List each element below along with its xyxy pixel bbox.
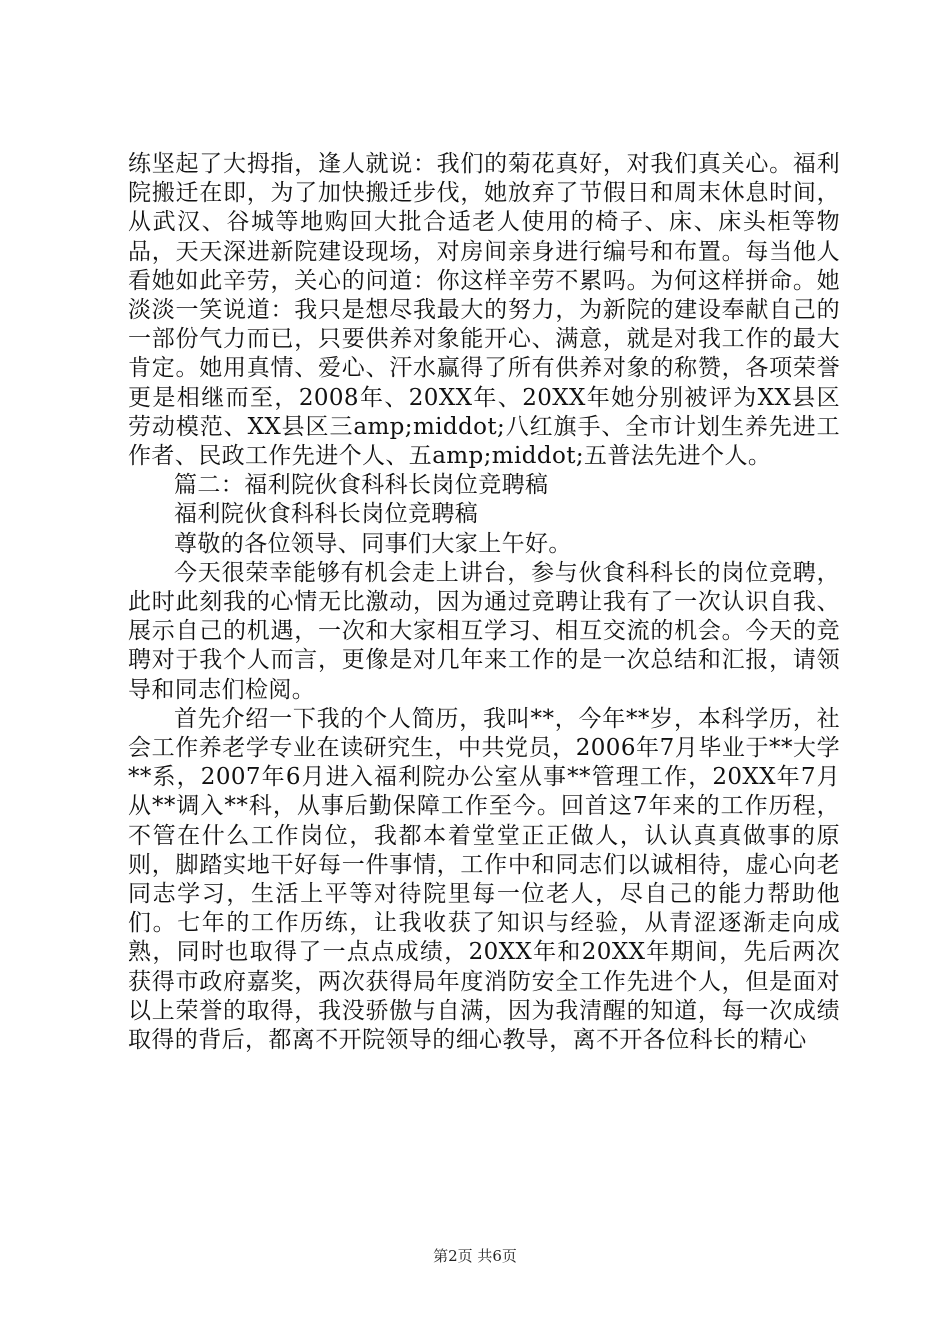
paragraph-3: 首先介绍一下我的个人简历，我叫**，今年**岁，本科学历，社会工作养老学专业在读研究生，中共党员，2006年7月毕业于**大学**系，2007年6月进入福利院办公室从事**管理工作，20XX年7月从**调入**科，从事后勤保障工作至今。回首这7年来的工作历程，不管在什么工作岗位，我都本着堂堂正正做人，认认真真做事的原则，脚踏实地干好每一件事情，工作中和同志们以诚相待，虚心向老同志学习，生活上平等对待院里每一位老人，尽自己的能力帮助他们。七年的工作历练，让我收获了知识与经验，从青涩逐渐走向成熟，同时也取得了一点点成绩，20XX年和20XX年期间，先后两次获得市政府嘉奖，两次获得局年度消防安全工作先进个人，但是面对以上荣誉的取得，我没骄傲与自满，因为我清醒的知道，每一次成绩取得的背后，都离不开院领导的细心教导，离不开各位科长的精心 <box>128 705 840 1054</box>
page-footer <box>0 1246 950 1266</box>
document-body <box>128 150 840 1055</box>
page-number: 第2页 共6页 <box>433 1247 517 1265</box>
paragraph-1: 练坚起了大拇指，逢人就说：我们的菊花真好，对我们真关心。福利院搬迁在即，为了加快搬迁步伐，她放弃了节假日和周末休息时间，从武汉、谷城等地购回大批合适老人使用的椅子、床、床头柜等物品，天天深进新院建设现场，对房间亲身进行编号和布置。每当他人看她如此辛劳，关心的问道：你这样辛劳不累吗。为何这样拼命。她淡淡一笑说道：我只是想尽我最大的努力，为新院的建设奉献自己的一部份气力而已，只要供养对象能开心、满意，就是对我工作的最大肯定。她用真情、爱心、汗水赢得了所有供养对象的称赞，各项荣誉更是相继而至，2008年、20XX年、20XX年她分别被评为XX县区劳动模范、XX县区三amp;middot;八红旗手、全市计划生养先进工作者、民政工作先进个人、五amp;middot;五普法先进个人。 <box>128 151 840 470</box>
paragraph-2: 今天很荣幸能够有机会走上讲台，参与伙食科科长的岗位竞聘，此时此刻我的心情无比激动，因为通过竞聘让我有了一次认识自我、展示自己的机遇，一次和大家相互学习、相互交流的机会。今天的竞聘对于我个人而言，更像是对几年来工作的是一次总结和汇报，请领导和同志们检阅。 <box>128 559 840 703</box>
greeting: 尊敬的各位领导、同事们大家上午好。 <box>174 530 572 557</box>
article-title: 福利院伙食科科长岗位竞聘稿 <box>174 501 479 528</box>
section-heading: 篇二：福利院伙食科科长岗位竞聘稿 <box>174 472 549 499</box>
